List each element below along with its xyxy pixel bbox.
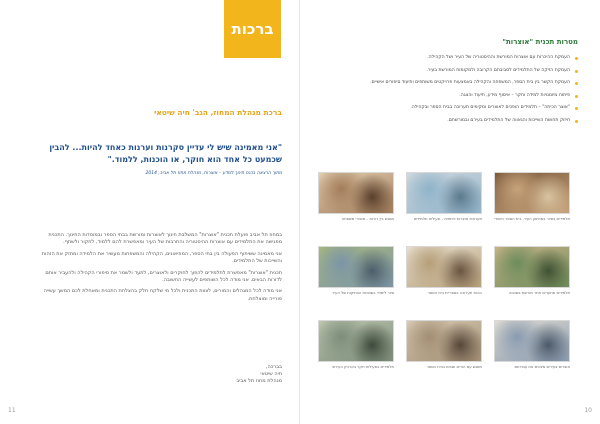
photo-grid [314, 172, 586, 392]
goals-list [328, 55, 578, 131]
goals-heading: מטרות תכנית "אוצרות" [502, 38, 578, 46]
photo [318, 246, 394, 288]
photo-caption: תערוכת אוצרות כיתתית – פעילות תלמידים [414, 216, 482, 221]
goal-item: "אוצר הכיתה" – תלמידים הופכים לאוצרים ומקימים תערוכה בבית הספר ובקהילה. [328, 105, 578, 112]
goal-item: העמקת הזיקה של התלמידים לסביבתם הקרובה ולמקומות המורשת בעיר. [328, 68, 578, 75]
signoff-line: בברכה, [265, 364, 282, 370]
goal-item: העמקת ההיכרות עם אוצרות המורשת וההיסטוריה של העיר ושל הקהילה. [328, 55, 578, 62]
photo-card [406, 320, 482, 369]
photo [406, 246, 482, 288]
photo-card [494, 246, 570, 295]
photo-caption: אוצרים צעירים מציגים את עבודתם [514, 364, 570, 369]
title-box [224, 0, 281, 58]
photo-caption: תלמידים בפעילות חקר בארכיון העירוני [331, 364, 394, 369]
body-paragraph: אני מאמינה ששיתוף הפעולה בין בתי הספר, המוזיאונים, הקהילה והמשפחות מעשיר את הלמידה ומחזק את הזהות והשייכות של התלמידים. [41, 250, 282, 265]
greeting-body [34, 232, 282, 307]
photo-card [406, 246, 482, 295]
photo-card [406, 172, 482, 221]
quote-source: מתוך הרצאה בכנס חינוך למדע – אוצרות, מנהלת מחוז תל אביב, 2014 [145, 171, 282, 176]
photo [318, 172, 394, 214]
photo [406, 172, 482, 214]
photo-card [318, 172, 394, 221]
body-paragraph: במחוז תל אביב פועלת תכנית "אוצרות" המשלבת חינוך לאוצרות ומורשת בבתי הספר ובמוסדות החינוך. התכנית מפגישה את התלמידים עם אוצרות ההיסטוריה והתרבות של העיר ומאפשרת להם ללמוד, לחקור ולשתף. [48, 232, 282, 246]
photo-caption: מפגש עם הורים וסבים בבית הספר [426, 364, 482, 369]
photo-caption: תלמידים בסיור במוזיאון העיר, בית הספר היסודי [494, 216, 570, 221]
photo [494, 320, 570, 362]
greeting-heading: ברכת מנהלת המחוז, הגב' חיה שיטאי [154, 108, 282, 117]
photo [494, 246, 570, 288]
photo [494, 172, 570, 214]
goal-item: חיזוק תחושת השייכות והגאווה של התלמידים בעירם ובמורשתם. [328, 118, 578, 125]
photo [406, 320, 482, 362]
body-paragraph: תכנית "אוצרות" מאפשרת לתלמידים להפוך לחוקרים ולאוצרים, לתעד ולשמר את סיפורי הקהילה ולהעביר אותם לדורות הבאים. אני מודה לכל השותפים לעשייה החשובה. [45, 269, 282, 284]
page-number-right: 10 [584, 407, 592, 414]
page-title: ברכות [231, 20, 274, 38]
photo-card [494, 172, 570, 221]
right-page [300, 0, 600, 424]
signoff [162, 364, 282, 385]
photo-card [494, 320, 570, 369]
body-paragraph: אני מודה לכל המנהלים והמורים, לצוות התכנית ולכל מי שלקח חלק בהצלחת התכנית ומאחלת לכם המשך עשייה פורייה ומוצלחת. [43, 288, 282, 302]
page-number-left: 11 [8, 407, 16, 414]
photo-caption: תלמידים מתעדים אתר מורשת בשכונה [508, 290, 570, 295]
signoff-name: חיה שיטאי [260, 371, 282, 377]
photo-caption: מפגש בין דורות – סיפורי משפחה [341, 216, 394, 221]
goal-item: פיתוח מיומנויות למידה וחקר – איסוף מידע, תיעוד והצגה. [328, 93, 578, 100]
quote: "אני מאמינה שיש לי עדיין סקרנות וערנות כאחד להיות... להבין שכמעט כל אחד הוא חוקר, או הוכנות, ללמוד." [49, 143, 282, 164]
photo-caption: סיור לימודי בשכונות הוותיקות של העיר [332, 290, 394, 295]
goal-item: העמקת הקשר בין בית הספר, המשפחה והקהילה באמצעות פרויקטים משותפים ותיעוד סיפורים אישיים. [328, 80, 578, 87]
photo-card [318, 320, 394, 369]
photo-caption: הכנת תערוכה בספריית בית הספר [427, 290, 482, 295]
photo-card [318, 246, 394, 295]
signoff-role: מנהלת מחוז תל אביב [236, 378, 282, 384]
photo [318, 320, 394, 362]
